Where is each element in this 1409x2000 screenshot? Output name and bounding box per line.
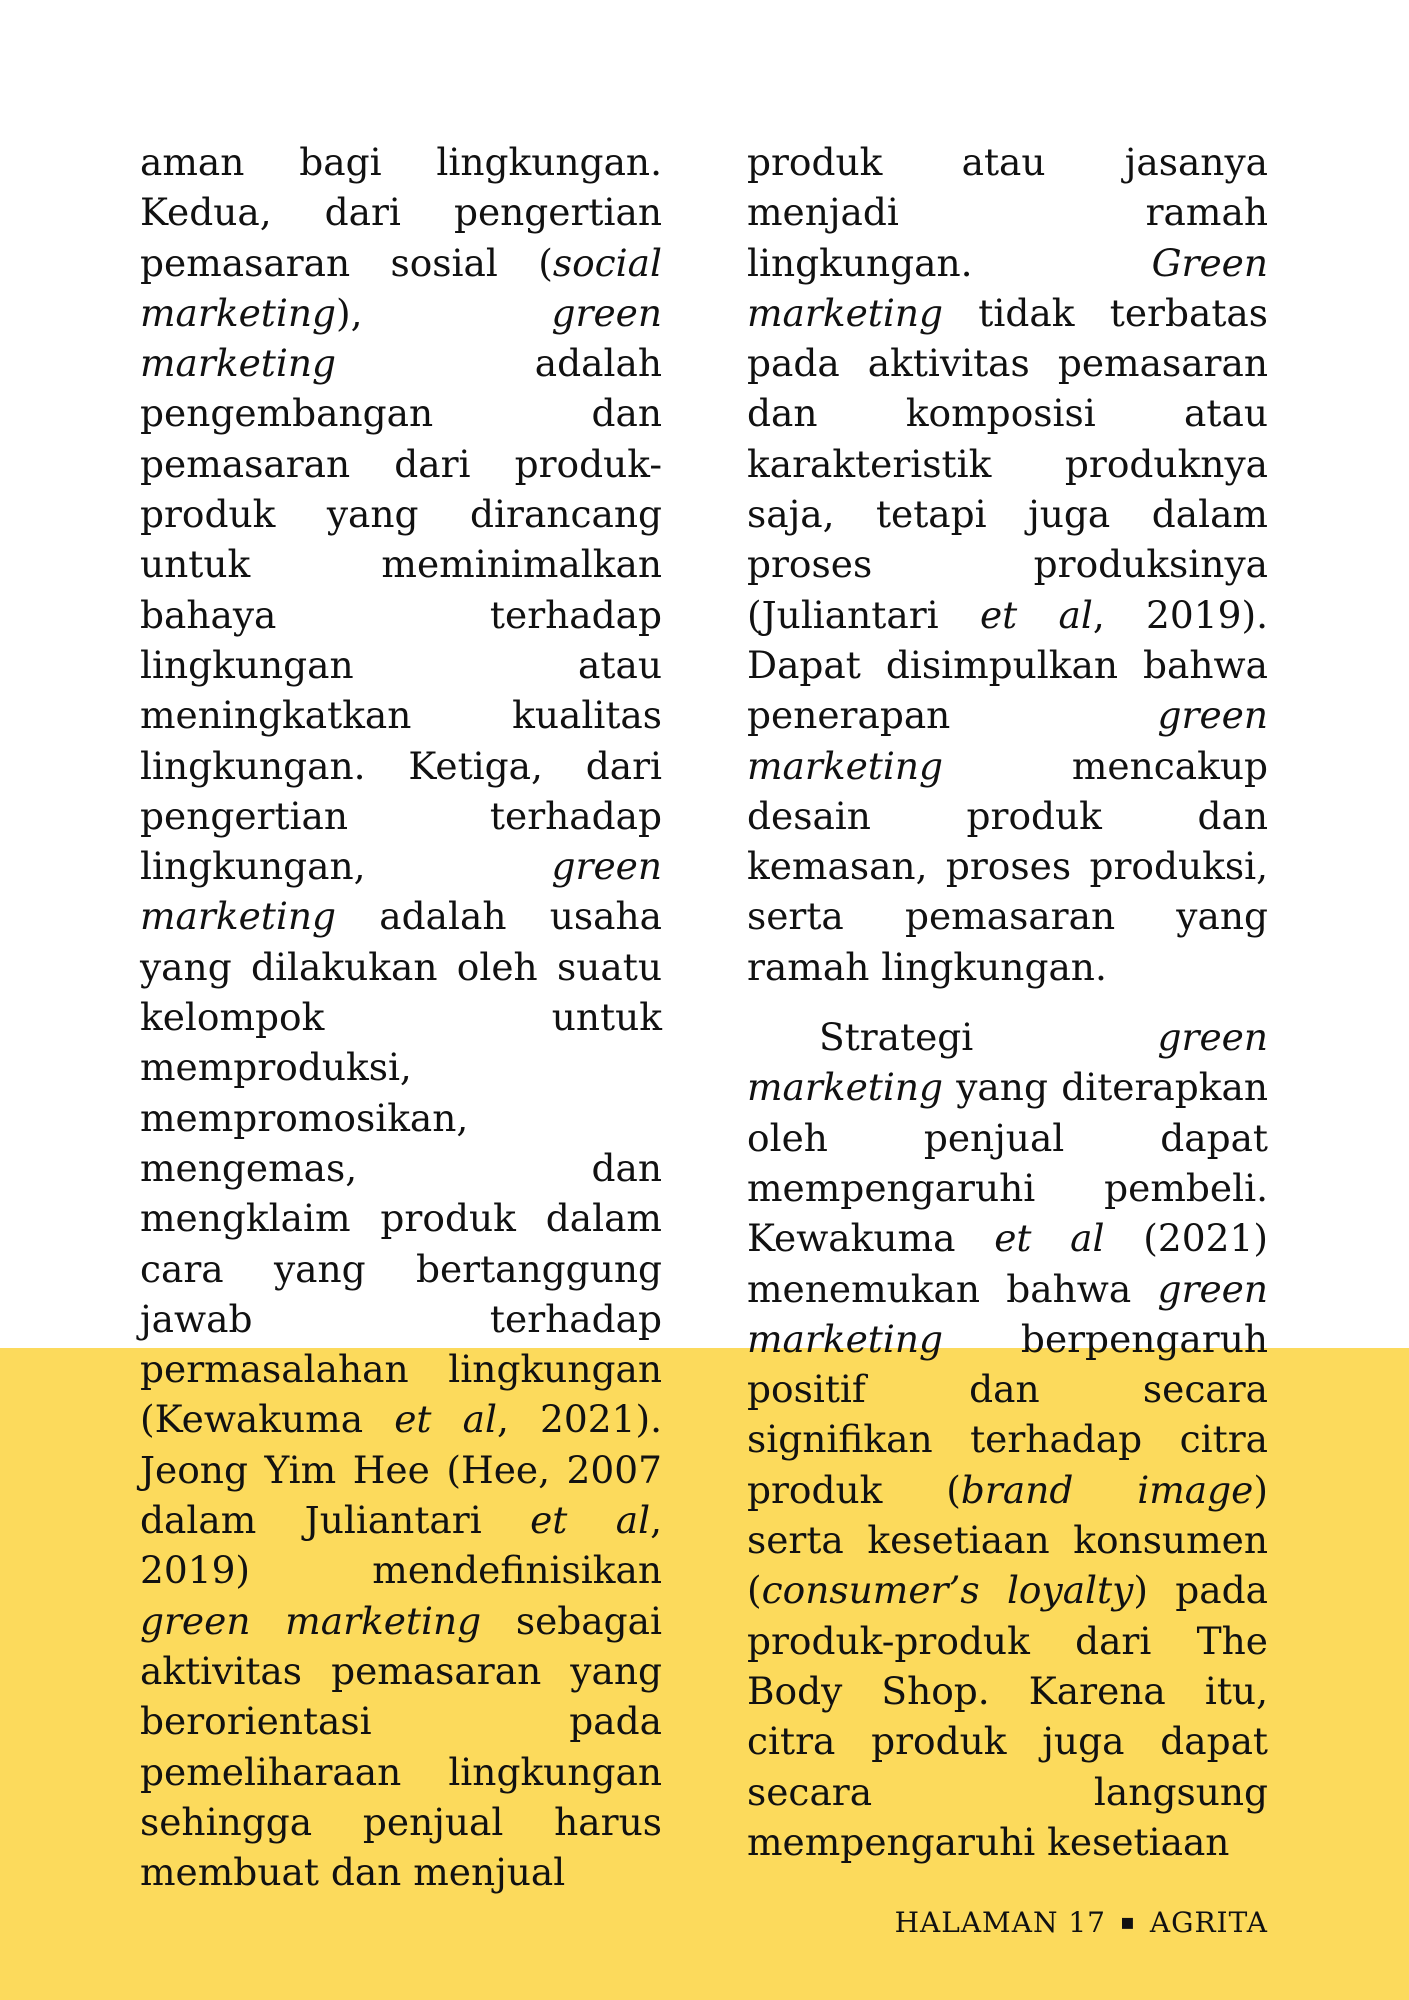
- italic-term: green marketing: [747, 693, 1268, 788]
- text-run: , 2019) mendefinisikan: [140, 1498, 662, 1593]
- text-run: mencakup desain produk dan kemasan, proses produksi, serta pemasaran yang ramah lingkungan.: [747, 743, 1268, 989]
- italic-term: green marketing: [747, 1266, 1268, 1361]
- italic-term: et al: [994, 1216, 1105, 1261]
- text-run: aman bagi lingkungan. Kedua, dari pengertian pemasaran sosial (: [140, 140, 662, 285]
- italic-term: social marketing: [140, 240, 662, 335]
- paragraph: [747, 1012, 1268, 1867]
- right-text-column: [747, 137, 1268, 1867]
- text-run: yang diterapkan oleh penjual dapat mempengaruhi pembeli. Kewakuma: [747, 1065, 1268, 1261]
- italic-term: et al: [530, 1498, 651, 1543]
- text-run: Strategi: [819, 1015, 1158, 1060]
- text-run: sebagai aktivitas pemasaran yang berorientasi pada pemeliharaan lingkungan sehingga penjual harus membuat dan menjual: [140, 1598, 662, 1895]
- text-run: produk atau jasanya menjadi ramah lingkungan.: [747, 140, 1268, 285]
- left-text-column: [140, 137, 662, 1897]
- page-number-label: HALAMAN 17: [894, 1906, 1106, 1939]
- italic-term: green marketing: [747, 1015, 1268, 1110]
- italic-term: et al: [394, 1397, 497, 1442]
- italic-term: green marketing: [140, 1598, 482, 1643]
- paragraph: [140, 137, 662, 1897]
- italic-term: green marketing: [140, 844, 662, 939]
- italic-term: consumer’s loyalty: [761, 1568, 1134, 1613]
- text-run: adalah pengembangan dan pemasaran dari produk-produk yang dirancang untuk meminimalkan bahaya terhadap lingkungan atau meningkatkan kualitas lingkungan. Ketiga, dari pengertian terhadap lingkungan,: [140, 341, 662, 889]
- text-run: (2021) menemukan bahwa: [747, 1216, 1268, 1311]
- italic-term: et al: [979, 592, 1093, 637]
- text-run: tidak terbatas pada aktivitas pemasaran dan komposisi atau karakteristik produknya saja, tetapi juga dalam proses produksinya (Juliantari: [747, 290, 1268, 637]
- italic-term: green marketing: [140, 290, 662, 386]
- publication-name: AGRITA: [1149, 1906, 1268, 1939]
- footer-separator-icon: ▪: [1119, 1910, 1136, 1935]
- text-run: , 2019). Dapat disimpulkan bahwa penerapan: [747, 592, 1269, 738]
- text-run: berpengaruh positif dan secara signifikan terhadap citra produk (: [747, 1316, 1268, 1512]
- paragraph: [747, 137, 1268, 992]
- text-run: ) serta kesetiaan konsumen (: [747, 1467, 1268, 1613]
- italic-term: brand image: [960, 1467, 1254, 1512]
- text-run: adalah usaha yang dilakukan oleh suatu kelompok untuk memproduksi, mempromosikan, mengemas, dan mengklaim produk dalam cara yang bertanggung jawab terhadap permasalahan lingkungan (Kewakuma: [140, 894, 662, 1442]
- text-run: ) pada produk-produk dari The Body Shop. Karena itu, citra produk juga dapat secara langsung mempengaruhi kesetiaan: [747, 1568, 1269, 1864]
- italic-term: Green marketing: [747, 240, 1268, 335]
- text-run: , 2021). Jeong Yim Hee (Hee, 2007 dalam Juliantari: [140, 1397, 663, 1543]
- page-footer: [895, 1906, 1268, 1939]
- text-run: ),: [335, 290, 552, 335]
